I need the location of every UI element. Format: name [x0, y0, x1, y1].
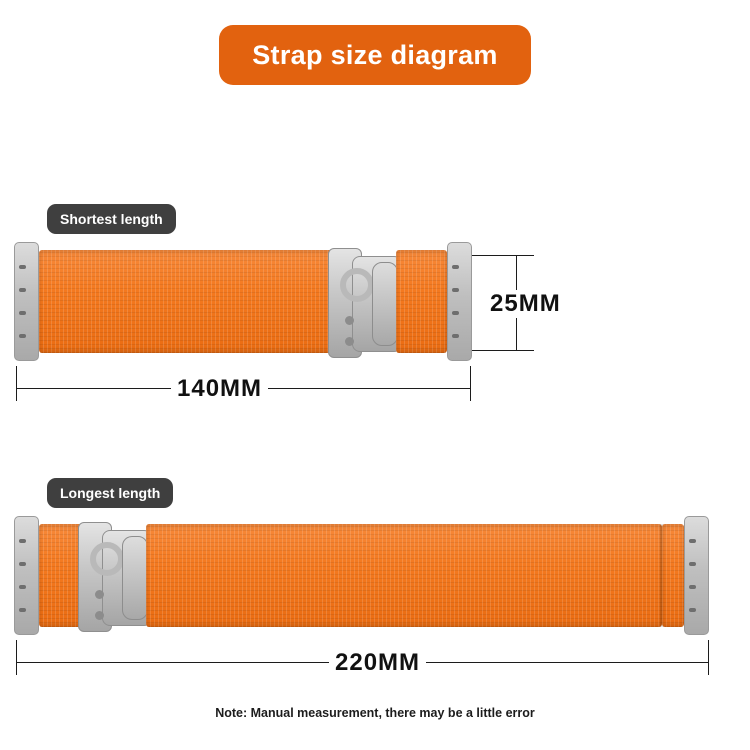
lug-slot: [19, 265, 26, 269]
dim-140-tick-right: [470, 366, 471, 401]
lug-slot: [689, 562, 696, 566]
strap-longest-buckle-lever: [122, 536, 148, 620]
strap-longest-buckle-rivet: [95, 611, 104, 620]
lug-slot: [452, 334, 459, 338]
dim-220-label: 220MM: [329, 649, 426, 677]
page-title-pill: [219, 25, 531, 85]
page-title: Strap size diagram: [252, 39, 498, 70]
dim-height-tick-bottom: [472, 350, 534, 351]
lug-slot: [452, 288, 459, 292]
lug-slot: [19, 562, 26, 566]
lug-slot: [689, 585, 696, 589]
dim-height-tick-top: [472, 255, 534, 256]
dim-height-label: 25MM: [484, 290, 567, 318]
strap-longest-band-right: [146, 524, 662, 627]
strap-longest-right-lug: [684, 516, 709, 635]
lug-slot: [689, 539, 696, 543]
lug-slot: [19, 311, 26, 315]
strap-shortest-band-right: [396, 250, 447, 353]
lug-slot: [19, 585, 26, 589]
lug-slot: [19, 288, 26, 292]
label-longest-length-text: Longest length: [60, 485, 161, 501]
strap-longest-buckle-hook: [90, 542, 124, 576]
lug-slot: [19, 539, 26, 543]
strap-shortest-band-left: [39, 250, 333, 353]
lug-slot: [452, 265, 459, 269]
dim-140-tick-left: [16, 366, 17, 401]
strap-shortest-buckle-rivet: [345, 337, 354, 346]
dim-140-label: 140MM: [171, 375, 268, 403]
lug-slot: [689, 608, 696, 612]
strap-shortest-buckle-rivet: [345, 316, 354, 325]
dim-220-tick-right: [708, 640, 709, 675]
strap-longest-band-left: [39, 524, 83, 627]
strap-longest-band-tail: [662, 524, 684, 627]
strap-shortest-right-lug: [447, 242, 472, 361]
label-longest-length: [47, 478, 173, 508]
strap-shortest-buckle-hook: [340, 268, 374, 302]
lug-slot: [452, 311, 459, 315]
dim-220-tick-left: [16, 640, 17, 675]
strap-shortest-left-lug: [14, 242, 39, 361]
strap-longest-buckle-rivet: [95, 590, 104, 599]
label-shortest-length: [47, 204, 176, 234]
lug-slot: [19, 608, 26, 612]
lug-slot: [19, 334, 26, 338]
label-shortest-length-text: Shortest length: [60, 211, 163, 227]
footer-note: Note: Manual measurement, there may be a little error: [215, 706, 535, 720]
strap-longest-left-lug: [14, 516, 39, 635]
strap-shortest-buckle-lever: [372, 262, 398, 346]
